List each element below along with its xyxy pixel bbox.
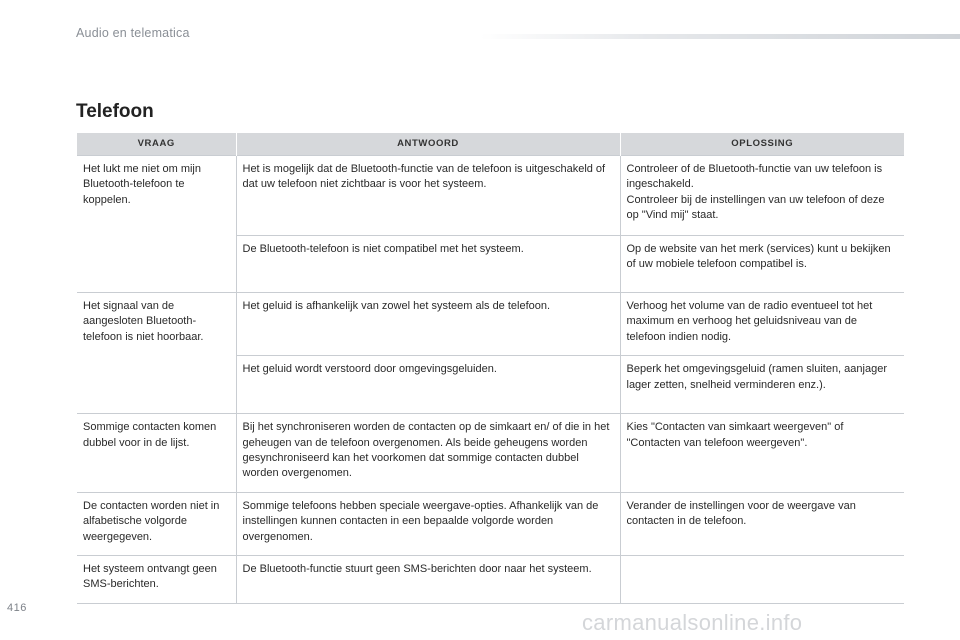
answer-cell: Het geluid is afhankelijk van zowel het systeem als de telefoon.	[236, 293, 620, 356]
answer-cell: Het is mogelijk dat de Bluetooth-functie van de telefoon is uitgeschakeld of dat uw telefoon niet zichtbaar is voor het systeem.	[236, 156, 620, 236]
question-cell: Sommige contacten komen dubbel voor in de lijst.	[77, 414, 236, 493]
question-cell: Het signaal van de aangesloten Bluetooth-telefoon is niet hoorbaar.	[77, 293, 236, 414]
page-number: 416	[7, 602, 27, 614]
answer-cell: Bij het synchroniseren worden de contacten op de simkaart en/ of die in het geheugen van de telefoon overgenomen. Als beide geheugens worden gesynchroniseerd kan het voorkomen dat sommige contacten dubbel worden overgenomen.	[236, 414, 620, 493]
section-header: Audio en telematica	[76, 26, 190, 40]
troubleshooting-table	[77, 133, 904, 604]
column-header-oplossing: OPLOSSING	[620, 133, 904, 156]
page-title: Telefoon	[76, 101, 154, 122]
table-row	[77, 556, 904, 604]
table-header-row	[77, 133, 904, 156]
answer-cell: De Bluetooth-telefoon is niet compatibel met het systeem.	[236, 236, 620, 293]
solution-cell: Controleer of de Bluetooth-functie van uw telefoon is ingeschakeld. Controleer bij de instellingen van uw telefoon of deze op "Vind mij" staat.	[620, 156, 904, 236]
question-cell: Het systeem ontvangt geen SMS-berichten.	[77, 556, 236, 604]
column-header-vraag: VRAAG	[77, 133, 236, 156]
solution-cell: Verhoog het volume van de radio eventueel tot het maximum en verhoog het geluidsniveau van de telefoon indien nodig.	[620, 293, 904, 356]
solution-cell: Beperk het omgevingsgeluid (ramen sluiten, aanjager lager zetten, snelheid verminderen enz.).	[620, 356, 904, 414]
watermark: carmanualsonline.info	[582, 610, 803, 635]
solution-cell: Kies "Contacten van simkaart weergeven" of "Contacten van telefoon weergeven".	[620, 414, 904, 493]
table-row	[77, 414, 904, 493]
table-row	[77, 156, 904, 236]
answer-cell: Het geluid wordt verstoord door omgevingsgeluiden.	[236, 356, 620, 414]
column-header-antwoord: ANTWOORD	[236, 133, 620, 156]
question-cell: Het lukt me niet om mijn Bluetooth-telefoon te koppelen.	[77, 156, 236, 293]
solution-cell: Verander de instellingen voor de weergave van contacten in de telefoon.	[620, 492, 904, 555]
question-cell: De contacten worden niet in alfabetische volgorde weergegeven.	[77, 492, 236, 555]
header-rule	[480, 34, 960, 39]
answer-cell: De Bluetooth-functie stuurt geen SMS-berichten door naar het systeem.	[236, 556, 620, 604]
answer-cell: Sommige telefoons hebben speciale weergave-opties. Afhankelijk van de instellingen kunnen contacten in een bepaalde volgorde worden overgenomen.	[236, 492, 620, 555]
solution-cell	[620, 556, 904, 604]
table-row	[77, 492, 904, 555]
solution-cell: Op de website van het merk (services) kunt u bekijken of uw mobiele telefoon compatibel is.	[620, 236, 904, 293]
table-row	[77, 293, 904, 356]
